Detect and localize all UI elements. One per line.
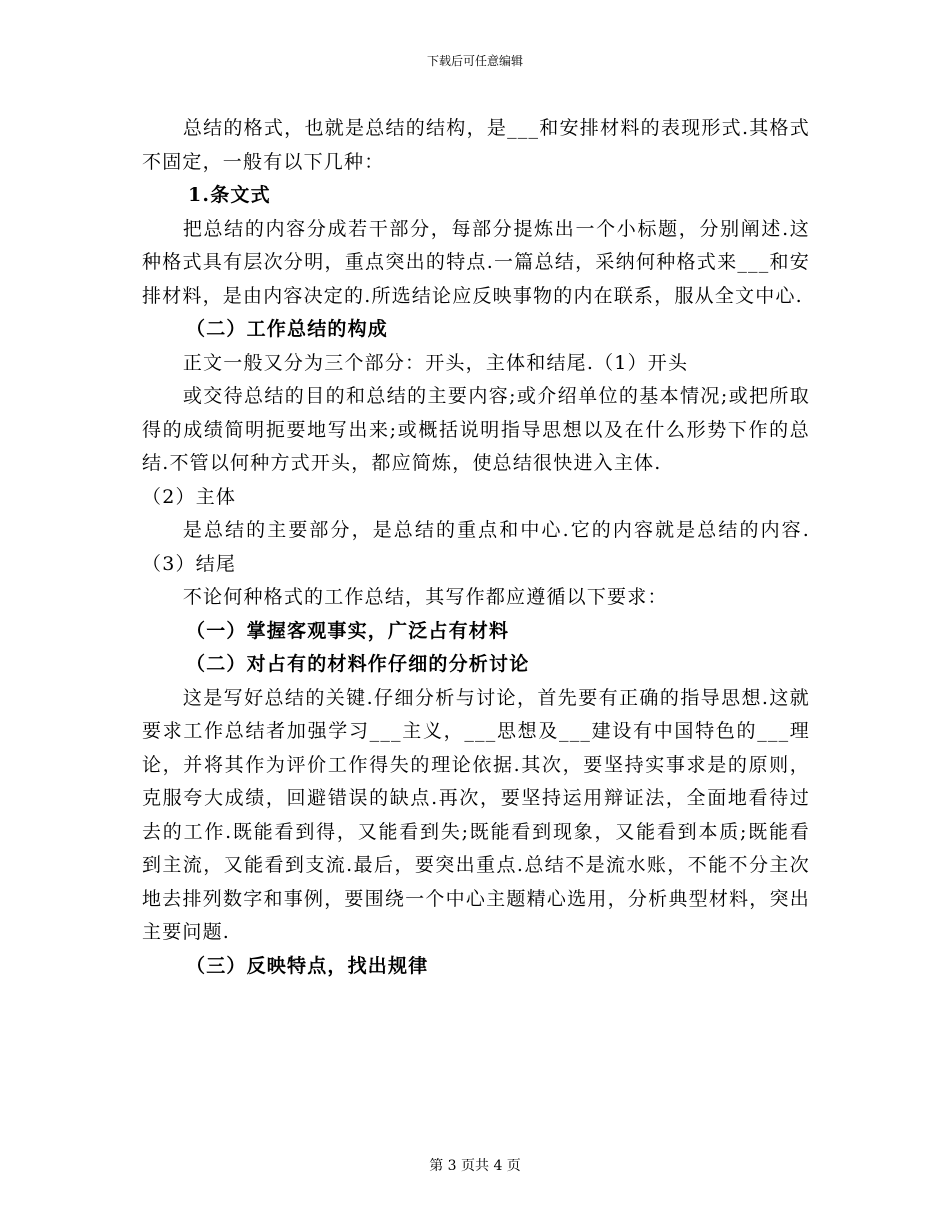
paragraph-requirements: 不论何种格式的工作总结，其写作都应遵循以下要求： [182,586,668,608]
paragraph-three-parts: 正文一般又分为三个部分：开头，主体和结尾.（1）开头 [182,351,689,374]
paragraph-opening: 或交待总结的目的和总结的主要内容;或介绍单位的基本情况;或把所取得的成绩简明扼要地写出来;或概括说明指导思想以及在什么形势下作的总结.不管以何种方式开头，都应简炼，使总结很快进入主体. [142,385,810,474]
page-footer: 第 3 页共 4 页 [429,1158,521,1174]
heading-clause-style: 1.条文式 [188,184,271,206]
paragraph-analysis: 这是写好总结的关键.仔细分析与讨论，首先要有正确的指导思想.这就要求工作总结者加强学习___主义，___思想及___建设有中国特色的___理论，并将其作为评价工作得失的理论依据.其次，要坚持实事求是的原则，克服夸大成绩，回避错误的缺点.再次，要坚持运用辩证法，全面地看待过去的工作.既能看到得，又能看到失;既能看到现象，又能看到本质;既能看到主流，又能看到支流.最后，要突出重点.总结不是流水账，不能不分主次地去排列数字和事例，要围绕一个中心主题精心选用，分析典型材料，突出主要问题. [142,686,810,943]
heading-analysis: （二）对占有的材料作仔细的分析讨论 [186,653,530,675]
page-header: 下载后可任意编辑 [426,54,523,68]
paragraph-main-body-label: （2）主体 [142,485,237,508]
heading-summary-structure: （二）工作总结的构成 [186,318,389,340]
paragraph-format-intro: 总结的格式，也就是总结的结构，是___和安排材料的表现形式.其格式不固定，一般有以下几种： [142,117,810,173]
document-body [142,112,810,983]
paragraph-main-body: 是总结的主要部分，是总结的重点和中心.它的内容就是总结的内容.（3）结尾 [142,519,810,575]
paragraph-clause-style: 把总结的内容分成若干部分，每部分提炼出一个小标题，分别阐述.这种格式具有层次分明，重点突出的特点.一篇总结，采纳何种格式来___和安排材料，是由内容决定的.所选结论应反映事物的内在联系，服从全文中心. [142,217,810,307]
heading-grasp-facts: （一）掌握客观事实，广泛占有材料 [186,619,510,642]
heading-find-rules: （三）反映特点，找出规律 [186,954,429,977]
